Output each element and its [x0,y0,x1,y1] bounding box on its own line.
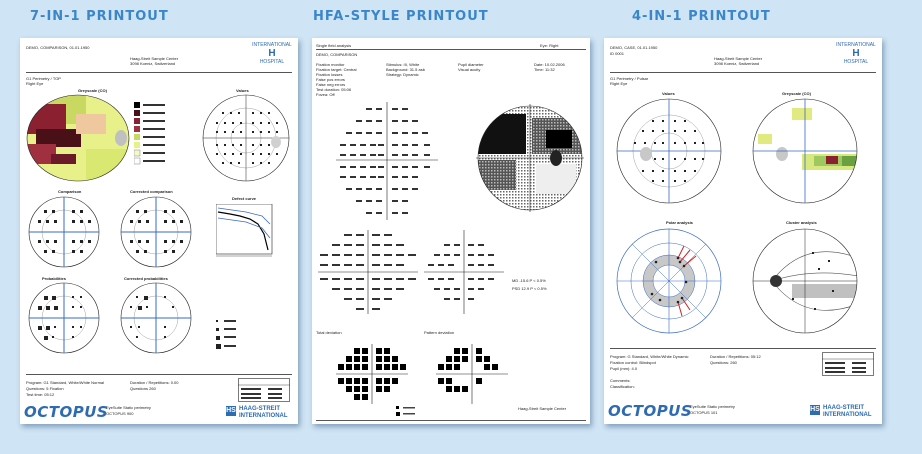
printout-hfa-style [312,38,590,424]
four-hospital-line2: HOSPITAL [843,59,869,65]
haag-streit-logo [239,406,288,420]
hfa-total-deviation [318,230,418,314]
four-eye: Right Eye [610,81,628,86]
label-comparison: Comparison [58,189,82,194]
four-footer-3: Pupil (mm): 4.0 [610,366,638,371]
eye-line: Right Eye [26,81,44,86]
hfa-time: Time: 11:32 [534,67,555,72]
corrected-comparison-map [120,196,192,268]
four-label-greyscale: Greyscale (CO) [782,91,811,96]
hfa-footer-divider [316,420,586,421]
eyesuite-line-1: EyeSuite Static perimetry [106,405,151,410]
hospital-line2: HOSPITAL [259,59,285,65]
hfa-pattern-label: Pattern deviation [424,330,455,335]
four-haag-streit-logo [823,405,872,419]
international-text: INTERNATIONAL [239,413,288,419]
hospital-h-icon: H [268,48,276,59]
patient-header: DEMO, COMPARISON, 01.01.1950 [26,45,90,50]
comparison-map [28,196,100,268]
eyesuite-line-2: OCTOPUS 900 [106,411,134,416]
label-greyscale: Greyscale (CO) [78,88,107,93]
hfa-psd: PSD 12.9 P < 0.5% [512,286,547,291]
four-classification: Classification: [610,384,635,389]
heading-4in1: 4-IN-1 PRINTOUT [632,9,771,24]
four-label-polar: Polar analysis [666,220,693,225]
footer-divider [26,374,292,375]
four-eyesuite-1: EyeSuite Static perimetry [690,404,735,409]
hfa-pattern-prob-map [436,344,508,404]
hfa-total-prob-map [336,344,408,404]
footer-info-2: Questions: 5 Fixation [26,386,64,391]
probabilities-map [28,282,100,354]
hfa-false-pos: False pos errors [316,77,345,82]
haag-streit-text: HAAG-STREIT [239,406,280,412]
hfa-pupil: Pupil diameter [458,62,484,67]
four-eyesuite-2: OCTOPUS 101 [690,410,718,415]
four-international-text: INTERNATIONAL [823,412,872,418]
four-hs-box-icon: HS [810,406,820,413]
hfa-fovea: Fovea: Off [316,92,335,97]
hfa-false-neg: False neg errors [316,82,346,87]
hfa-pattern-deviation [424,230,504,314]
greyscale-legend [134,102,174,176]
hfa-prob-legend [396,406,426,418]
four-patient: DEMO, CASE, 01.01.1950 [610,45,658,50]
four-haag-streit-text: HAAG-STREIT [823,405,864,411]
four-polar-map [616,228,722,334]
four-hospital-line1: INTERNATIONAL [836,42,876,48]
greyscale-map [26,94,130,182]
four-footer-2: Fixation control: Blindspot [610,360,656,365]
hfa-date: Date: 10.02.2006 [534,62,565,67]
label-defect-curve: Defect curve [232,196,257,201]
hfa-header-right: Eye: Right [540,43,559,48]
corrected-probabilities-map [120,282,192,354]
hfa-fix-losses: Fixation losses [316,72,343,77]
four-footer-divider [610,348,876,349]
hfa-patient: DEMO, COMPARISON [316,52,358,57]
doctor-info: Haag-Streit Sample Center [130,56,179,61]
footer-info-3: Test time: 05:12 [26,392,55,397]
hfa-md: MD -15.6 P < 0.5% [512,278,546,283]
four-cluster-map [752,228,858,334]
defect-curve [216,204,276,262]
hfa-fix-target: Fixation target: Central [316,67,357,72]
four-id: ID 0001 [610,51,625,56]
program-line: G1 Perimetry / TOP [26,76,61,81]
printout-7in1 [20,38,298,424]
four-octopus-logo: OCTOPUS [608,402,693,420]
hospital-line1: INTERNATIONAL [252,42,292,48]
hfa-greyscale-map [476,104,584,212]
hospital-logo [250,42,294,65]
divider [26,72,292,73]
hfa-strategy: Strategy: Dynamic [386,72,419,77]
four-program: G1 Perimetry / Pulsar [610,76,649,81]
four-hospital-logo [834,42,878,65]
printout-4in1 [604,38,882,424]
label-corrected-comparison: Corrected comparison [130,189,173,194]
footer-info-5: Questions 260 [130,386,156,391]
four-address: 3098 Koeniz, Switzerland [714,61,760,66]
four-footer-5: Questions: 260 [710,360,737,365]
hfa-divider [316,49,586,50]
hfa-threshold-grid [336,102,438,220]
footer-info-4: Duration / Repetitions: 0.00 [130,380,179,385]
footer-info-1: Program: G1 Standard, White/White Normal [26,380,105,385]
hfa-stimulus: Stimulus: III, White [386,62,420,67]
four-values-map [616,98,722,204]
hfa-background: Background: 31.5 asb [386,67,425,72]
address-info: 3098 Koeniz, Switzerland [130,61,176,66]
four-footer-1: Program: G Standard, White/White Dynamic [610,354,689,359]
hfa-test-duration: Test duration: 05:06 [316,87,352,92]
four-footer-4: Duration / Repetitions: 05:12 [710,354,761,359]
index-box [238,378,290,402]
four-hospital-h-icon: H [852,48,860,59]
label-values: Values [236,88,249,93]
label-probabilities: Probabilities [42,276,67,281]
four-greyscale-map [752,98,858,204]
octopus-logo: OCTOPUS [24,403,109,421]
heading-hfa-style: HFA-STYLE PRINTOUT [313,9,489,24]
hfa-reviewer: Haag-Streit Sample Center [518,406,567,411]
four-comments: Comments: [610,378,631,383]
four-label-values: Values [662,91,675,96]
four-doctor: Haag-Streit Sample Center [714,56,763,61]
four-label-cluster: Cluster analysis [786,220,817,225]
values-map [202,94,290,182]
hfa-acuity: Visual acuity [458,67,481,72]
hfa-header-left: Single field analysis [316,43,352,48]
heading-7in1: 7-IN-1 PRINTOUT [30,9,169,24]
hs-box-icon: HS [226,407,236,414]
probability-legend [216,318,252,358]
hfa-total-label: Total deviation [316,330,342,335]
four-index-box [822,352,874,376]
four-divider [610,72,876,73]
label-corrected-probabilities: Corrected probabilities [124,276,168,281]
hfa-fix-monitor: Fixation monitor [316,62,345,67]
